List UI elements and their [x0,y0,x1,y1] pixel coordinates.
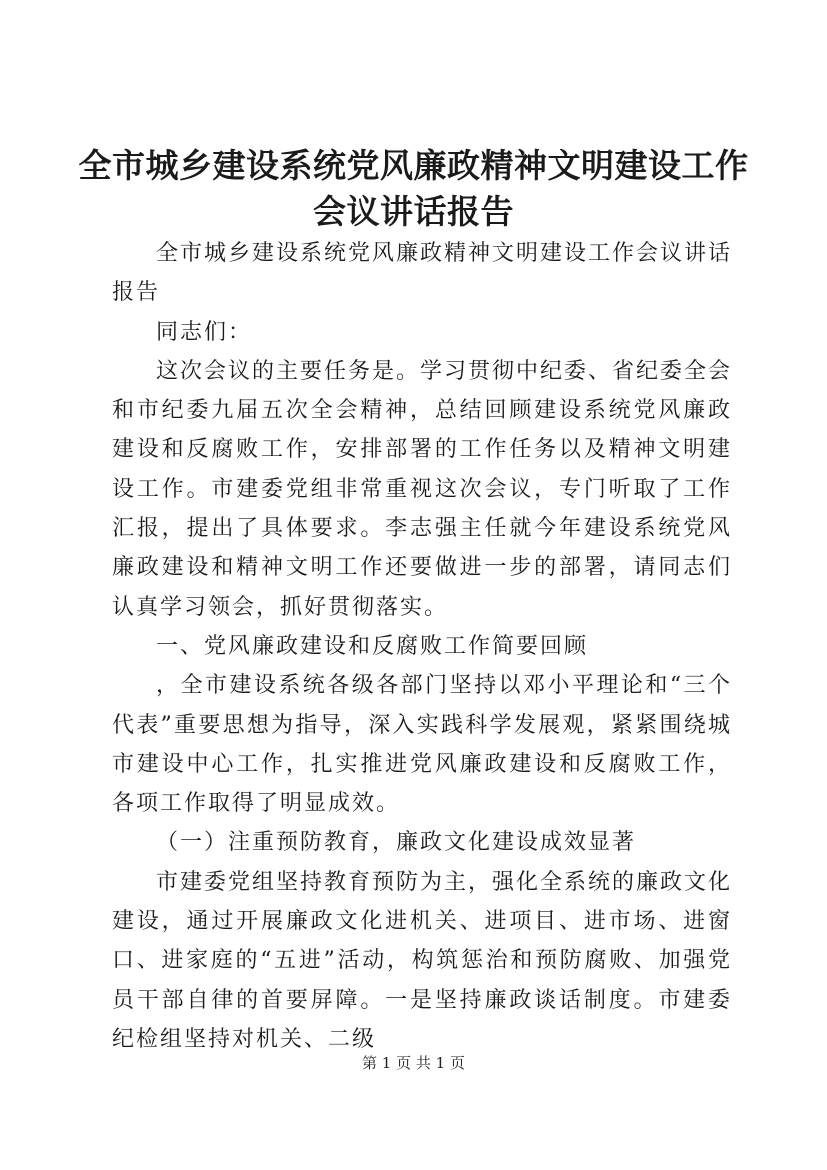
document-title-line-2: 会议讲话报告 [313,192,514,231]
body-paragraph: 市建委党组坚持教育预防为主，强化全系统的廉政文化建设，通过开展廉政文化进机关、进项目、进市场、进窗口、进家庭的“五进”活动，构筑惩治和预防腐败、加强党员干部自律的首要屏障。一是坚持廉政谈话制度。市建委纪检组坚持对机关、二级 [112,869,733,1052]
document-title-line-1: 全市城乡建设系统党风廉政精神文明建设工作 [78,146,749,185]
salutation: 同志们： [156,319,253,345]
body-paragraph: 这次会议的主要任务是。学习贯彻中纪委、省纪委全会和市纪委九届五次全会精神，总结回顾建设系统党风廉政建设和反腐败工作，安排部署的工作任务以及精神文明建设工作。市建委党组非常重视这次会议，专门听取了工作汇报，提出了具体要求。李志强主任就今年建设系统党风廉政建设和精神文明工作还要做进一步的部署，请同志们认真学习领会，抓好贯彻落实。 [112,358,733,620]
subsection-heading: （一）注重预防教育，廉政文化建设成效显著 [156,830,637,856]
document-body [112,234,732,1059]
page-footer: 第 1 页 共 1 页 [362,1054,465,1072]
body-paragraph: ，全市建设系统各级各部门坚持以邓小平理论和“三个代表”重要思想为指导，深入实践科学发展观，紧紧围绕城市建设中心工作，扎实推进党风廉政建设和反腐败工作，各项工作取得了明显成效。 [112,673,732,817]
subtitle-paragraph: 全市城乡建设系统党风廉政精神文明建设工作会议讲话报告 [112,241,733,306]
section-heading: 一、党风廉政建设和反腐败工作简要回顾 [156,633,589,659]
